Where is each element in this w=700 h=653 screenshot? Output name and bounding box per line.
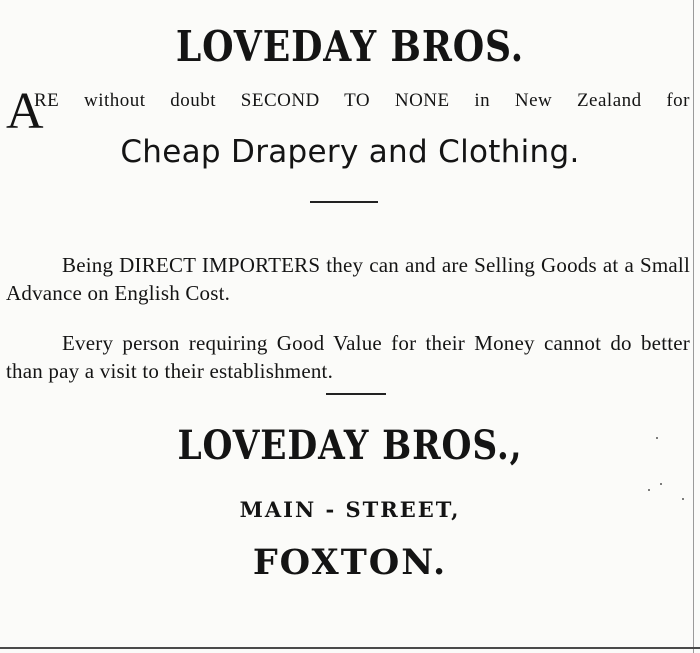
- intro-text: RE without doubt SECOND TO NONE in New Zealand for: [34, 90, 690, 111]
- column-border-bottom: [0, 647, 700, 649]
- divider-rule: [310, 201, 378, 203]
- headline-top: LOVEDAY BROS.: [175, 22, 525, 71]
- intro-line: [6, 83, 690, 140]
- divider-rule: [326, 393, 386, 395]
- tagline: Cheap Drapery and Clothing.: [120, 134, 580, 170]
- print-speck: [656, 437, 658, 439]
- column-border-right: [693, 0, 694, 653]
- drop-cap: A: [6, 83, 44, 140]
- print-speck: [660, 483, 662, 485]
- town-name: FOXTON.: [252, 542, 448, 583]
- street-address: MAIN - STREET,: [239, 497, 461, 522]
- print-speck: [648, 489, 650, 491]
- paragraph-importers: Being DIRECT IMPORTERS they can and are Selling Goods at a Small Advance on English Cost.: [6, 253, 690, 305]
- paragraph-good-value: Every person requiring Good Value for their Money cannot do better than pay a visit to their establishment.: [6, 331, 690, 383]
- headline-bottom: LOVEDAY BROS.,: [177, 422, 523, 469]
- print-speck: [682, 498, 684, 500]
